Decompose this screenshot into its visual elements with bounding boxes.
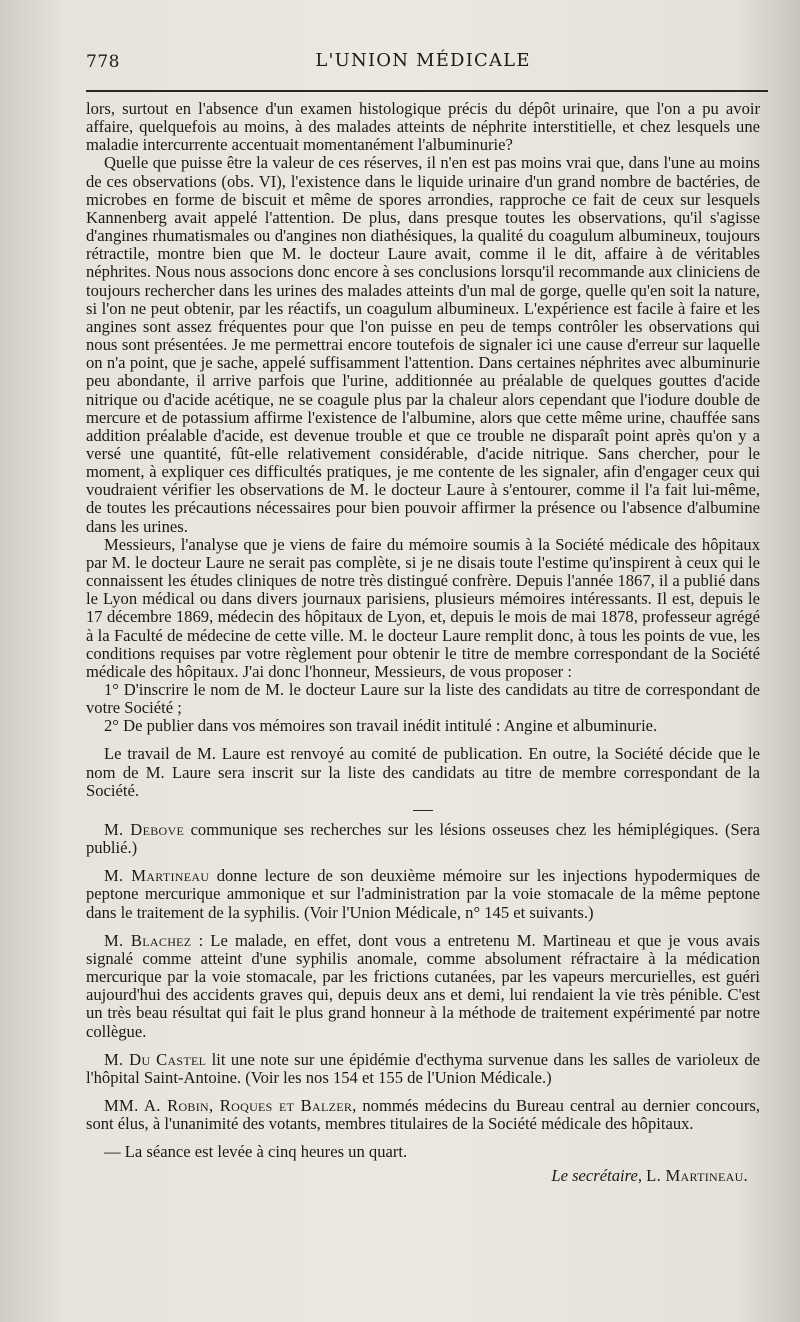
signature-name: L. Martineau. <box>646 1166 748 1186</box>
page-number: 778 <box>86 52 120 72</box>
communication-paragraph <box>86 932 760 1041</box>
list-item: 2° De publier dans vos mémoires son travail inédit intitulé : Angine et albuminurie. <box>104 716 658 736</box>
page-header <box>86 44 760 84</box>
header-rule <box>86 90 768 92</box>
signature-role: Le secrétaire, <box>551 1166 642 1186</box>
section-separator <box>413 810 433 811</box>
paragraph: lors, surtout en l'absence d'un examen histologique précis du dépôt urinaire, que l'on a pu avoir affaire, quelquefois au moins, à des malades atteints de néphrite interstitielle, et chez lesquels une maladie intercurrente accentuait momentanément l'albuminurie? <box>86 99 760 155</box>
communication-paragraph <box>86 1097 760 1133</box>
running-title: L'UNION MÉDICALE <box>315 50 531 71</box>
communication-text: communique ses recherches sur les lésions osseuses chez les hémiplégiques. (Sera publié.) <box>86 819 761 858</box>
decision-paragraph: Le travail de M. Laure est renvoyé au comité de publication. En outre, la Société décide que le nom de M. Laure sera inscrit sur la liste des candidats au titre de membre correspondant de la Société. <box>86 744 760 800</box>
communication-text: lit une note sur une épidémie d'ecthyma survenue dans les salles de varioleux de l'hôpital Saint-Antoine. (Voir les nos 154 et 155 de l'Union Médicale.) <box>86 1049 760 1087</box>
communication-paragraph <box>86 1051 760 1087</box>
speaker-name: M. Du Castel <box>104 1049 207 1069</box>
speaker-name: MM. A. Robin, Roques et Balzer <box>104 1095 353 1115</box>
paragraph: Quelle que puisse être la valeur de ces réserves, il n'en est pas moins vrai que, dans l'une au moins de ces observations (obs. VI), l'existence dans le liquide urinaire d'un grand nombre de bactéries, de microbes en forme de biscuit et même de spores arrondies, rapproche ce fait de ceux sur lesquels Kannenberg avait appelé l'attention. De plus, dans presque toutes les observations, qu'il s'agisse d'angines rhumatismales ou d'angines non diathésiques, la qualité du coagulum albumineux, toujours rétractile, montre bien que M. le docteur Laure avait, comme il le dit, affaire à de véritables néphrites. Nous nous associons donc encore à ses conclusions lorsqu'il recommande aux cliniciens de toujours rechercher dans les urines des malades atteints d'un mal de gorge, quelle qu'en soit la nature, si l'on ne peut obtenir, par les réactifs, un coagulum albumineux. L'expérience est facile à faire et les angines sont assez fréquentes pour que l'on puisse en peu de temps contrôler les observations qui nous sont présentées. Je me permettrai encore toutefois de signaler ici une cause d'erreur sur laquelle on n'a point, que je sache, appelé suffisamment l'attention. Dans certaines néphrites avec albuminurie peu abondante, il arrive parfois que l'urine, additionnée au préalable de quelques gouttes d'acide nitrique ou d'acide acétique, ne se coagule plus par la chaleur alors cependant que l'iodure double de mercure et de potassium affirme l'existence de l'albumine, alors que cette même urine, chauffée sans addition préalable d'acide, est devenue trouble et que ce trouble ne disparaît point après qu'on y a versé une quantité, fût-elle relativement considérable, d'acide nitrique. Sans chercher, pour le moment, à expliquer ces difficultés pratiques, je me contente de les signaler, afin d'engager ceux qui voudraient vérifier les observations de M. le docteur Laure à s'entourer, comme il l'a fait lui-même, de toutes les précautions nécessaires pour bien pouvoir affirmer la présence ou l'absence d'albumine dans les urines. <box>86 153 760 536</box>
speaker-name: M. Blachez <box>104 930 192 950</box>
list-item: 1° D'inscrire le nom de M. le docteur Laure sur la liste des candidats au titre de correspondant de votre Société ; <box>86 680 760 718</box>
article-body <box>86 100 760 1186</box>
speaker-name: M. Martineau <box>104 866 210 886</box>
speaker-name: M. Debove <box>104 819 185 839</box>
closing-line: — La séance est levée à cinq heures un quart. <box>104 1142 408 1162</box>
communication-paragraph <box>86 821 760 857</box>
communication-text: , nommés médecins du Bureau central au dernier concours, sont élus, à l'unanimité des votants, membres titulaires de la Société médicale des hôpitaux. <box>86 1095 760 1134</box>
signature <box>86 1167 760 1185</box>
communication-text: : Le malade, en effet, dont vous a entretenu M. Martineau et que je vous avais signalé comme atteint d'une syphilis anomale, comme absolument réfractaire à la médication mercurique par la voie stomacale, par les frictions cutanées, par les vapeurs mercurielles, est guéri aujourd'hui des accidents graves qui, depuis deux ans et demi, lui rendaient la vie très pénible. C'est un très beau résultat qui fait le plus grand honneur à la méthode de traitement expérimenté par notre collègue. <box>86 930 760 1041</box>
communication-paragraph <box>86 867 760 921</box>
paragraph: Messieurs, l'analyse que je viens de faire du mémoire soumis à la Société médicale des hôpitaux par M. le docteur Laure ne serait pas complète, si je ne disais toute l'estime qu'inspirent à ceux qui le connaissent les études cliniques de notre très distingué confrère. Depuis l'année 1867, il a publié dans le Lyon médical ou dans divers journaux parisiens, plusieurs mémoires intéressants. Il est, depuis le 17 décembre 1869, médecin des hôpitaux de Lyon, et, depuis le mois de mai 1878, professeur agrégé à la Faculté de médecine de cette ville. M. le docteur Laure remplit donc, à tous les points de vue, les conditions requises par votre règlement pour obtenir le titre de membre correspondant de la Société médicale des hôpitaux. J'ai donc l'honneur, Messieurs, de vous proposer : <box>86 534 760 681</box>
communication-text: donne lecture de son deuxième mémoire sur les injections hypodermiques de peptone mercurique ammonique et sur l'administration par la voie stomacale de la même peptone dans le traitement de la syphilis. (Voir l'Union Médicale, n° 145 et suivants.) <box>86 866 760 922</box>
